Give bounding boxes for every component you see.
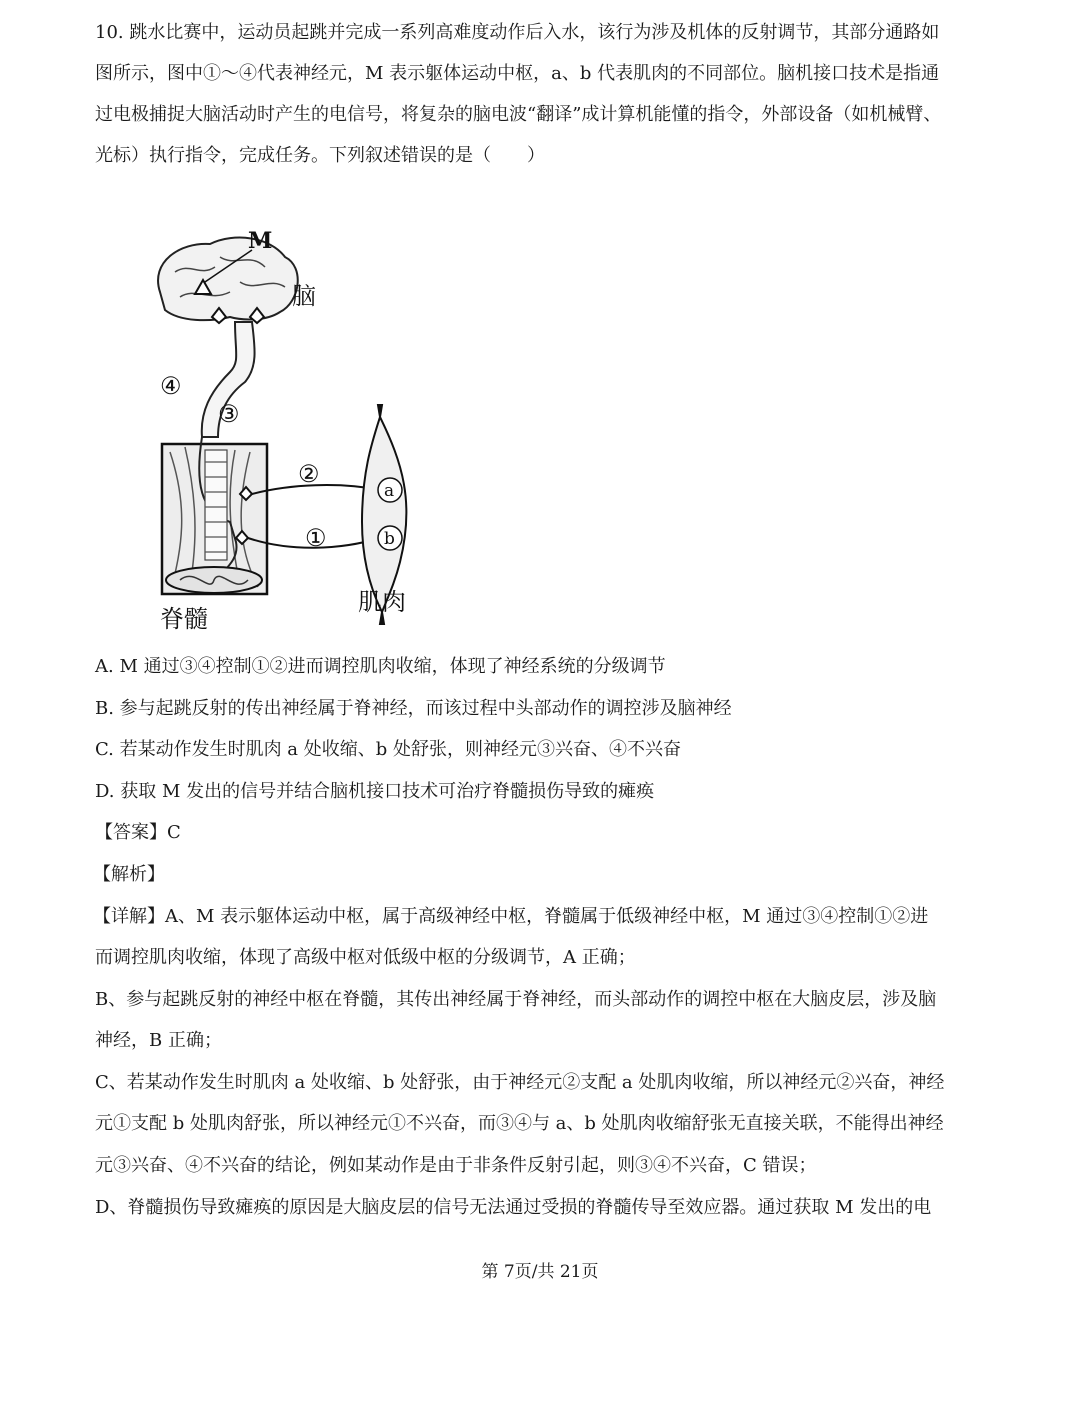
- option-c: C. 若某动作发生时肌肉 a 处收缩、b 处舒张，则神经元③兴奋、④不兴奋: [95, 739, 681, 760]
- label-a: a: [384, 481, 395, 501]
- label-m: M: [248, 228, 273, 254]
- label-neuron-3: ③: [218, 400, 240, 428]
- detail-line: 元①支配 b 处肌肉舒张，所以神经元①不兴奋，而③④与 a、b 处肌肉收缩舒张无直接关联，不能得出神经: [95, 1113, 944, 1134]
- answer-value: C: [167, 822, 181, 843]
- label-b: b: [384, 529, 395, 549]
- question-line: 光标）执行指令，完成任务。下列叙述错误的是（ ）: [95, 145, 545, 166]
- label-brain: 脑: [292, 282, 316, 310]
- label-muscle: 肌肉: [358, 588, 406, 616]
- detail-line: 【详解】A、M 表示躯体运动中枢，属于高级神经中枢，脊髓属于低级神经中枢，M 通过③④控制①②进: [93, 906, 929, 927]
- analysis-tag: 【解析】: [93, 864, 165, 885]
- answer-tag: 【答案】: [95, 822, 167, 843]
- detail-line: C、若某动作发生时肌肉 a 处收缩、b 处舒张，由于神经元②支配 a 处肌肉收缩，所以神经元②兴奋，神经: [95, 1072, 945, 1093]
- question-line: 图所示，图中①～④代表神经元，M 表示躯体运动中枢，a、b 代表肌肉的不同部位。脑机接口技术是指通: [95, 63, 940, 84]
- muscle-illustration: [362, 417, 406, 612]
- detail-line: B、参与起跳反射的神经中枢在脊髓，其传出神经属于脊神经，而头部动作的调控中枢在大脑皮层，涉及脑: [95, 989, 937, 1010]
- detail-line: D、脊髓损伤导致瘫痪的原因是大脑皮层的信号无法通过受损的脊髓传导至效应器。通过获取 M 发出的电: [95, 1197, 932, 1218]
- detail-line: 而调控肌肉收缩，体现了高级中枢对低级中枢的分级调节，A 正确；: [95, 947, 636, 968]
- detail-line: 神经，B 正确；: [95, 1030, 222, 1051]
- answer: [95, 821, 181, 845]
- detail-line: 元③兴奋、④不兴奋的结论，例如某动作是由于非条件反射引起，则③④不兴奋，C 错误；: [95, 1155, 817, 1176]
- label-spinal-cord: 脊髓: [160, 605, 208, 633]
- page-number: 第 7页/共 21页: [481, 1262, 599, 1282]
- reflex-pathway-figure: [140, 222, 440, 642]
- brain-illustration: [158, 238, 298, 321]
- label-neuron-1: ①: [305, 524, 327, 552]
- label-neuron-4: ④: [160, 372, 182, 400]
- option-b: B. 参与起跳反射的传出神经属于脊神经，而该过程中头部动作的调控涉及脑神经: [95, 698, 732, 719]
- question-line: 10. 跳水比赛中，运动员起跳并完成一系列高难度动作后入水，该行为涉及机体的反射调节，其部分通路如: [95, 22, 940, 43]
- label-neuron-2: ②: [298, 460, 320, 488]
- option-a: A. M 通过③④控制①②进而调控肌肉收缩，体现了神经系统的分级调节: [95, 656, 666, 677]
- question-line: 过电极捕捉大脑活动时产生的电信号，将复杂的脑电波“翻译”成计算机能懂的指令，外部设备（如机械臂、: [95, 104, 942, 125]
- option-d: D. 获取 M 发出的信号并结合脑机接口技术可治疗脊髓损伤导致的瘫痪: [95, 781, 655, 802]
